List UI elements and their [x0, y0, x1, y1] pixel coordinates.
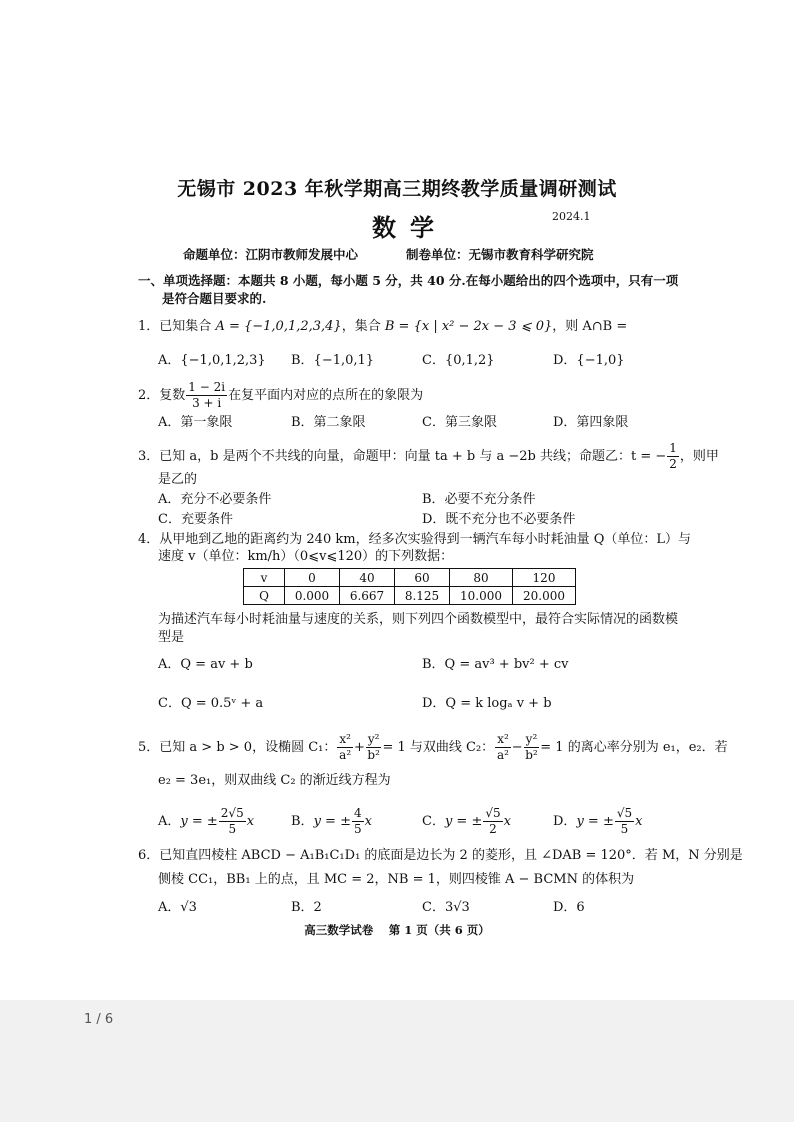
- q5-option-d: D．y = ± $\frac{√5}{5}$ x: [553, 806, 643, 836]
- q1-set-b: B = {x | x² − 2x − 3 ⩽ 0}: [384, 319, 553, 334]
- q4-option-a: A．Q = av + b: [158, 657, 253, 672]
- q3-option-a: A．充分不必要条件: [158, 492, 272, 507]
- question-3: [138, 441, 719, 472]
- table-cell: 0: [285, 569, 340, 587]
- q1-option-b: B．{−1,0,1}: [291, 353, 375, 368]
- q5-line2: e₂ = 3e₁，则双曲线 C₂ 的渐近线方程为: [158, 773, 391, 788]
- q3-tail: ，则甲: [679, 449, 719, 464]
- table-cell: 0.000: [285, 587, 340, 605]
- table-cell: Q: [244, 587, 285, 605]
- ellipse-term-y: $\frac{\text{y²}}{\text{b²}}$: [367, 732, 380, 762]
- question-number: 6．: [138, 848, 160, 863]
- q3-frac-den: 2: [669, 457, 677, 471]
- q6-line2: 侧棱 CC₁，BB₁ 上的点，且 MC = 2，NB = 1，则四棱锥 A − BCMN 的体积为: [158, 872, 635, 887]
- table-cell: 10.000: [450, 587, 513, 605]
- q4-option-c: C．Q = 0.5ᵛ + a: [158, 696, 264, 711]
- exam-title: 无锡市 2023 年秋学期高三期终教学质量调研测试: [177, 178, 617, 200]
- q1-option-c: C．{0,1,2}: [422, 353, 495, 368]
- question-1: [138, 317, 627, 337]
- q2-option-a: A．第一象限: [158, 415, 233, 430]
- table-row-q: [244, 587, 576, 605]
- table-row-v: [244, 569, 576, 587]
- question-number: 4．: [138, 532, 160, 547]
- q3-fraction: [667, 441, 679, 472]
- table-cell: 6.667: [340, 587, 395, 605]
- table-cell: 120: [513, 569, 576, 587]
- q2-prefix: 复数: [159, 388, 186, 403]
- exam-date: 2024.1: [552, 210, 591, 223]
- q4-option-d: D．Q = k logₐ v + b: [422, 696, 552, 711]
- q6-option-d: D．6: [553, 900, 585, 915]
- q1-option-a: A．{−1,0,1,2,3}: [158, 353, 266, 368]
- q2-fraction: [186, 380, 227, 411]
- proposition-unit: 命题单位：江阴市教师发展中心: [183, 247, 359, 262]
- question-number: 3．: [138, 449, 160, 464]
- q2-option-b: B．第二象限: [291, 415, 366, 430]
- q4-option-b: B．Q = av³ + bv² + cv: [422, 657, 569, 672]
- q2-option-c: C．第三象限: [422, 415, 497, 430]
- q5-option-a: A．y = ± $\frac{2√5}{5}$ x: [158, 806, 255, 836]
- section-heading-line2: 是符合题目要求的.: [162, 291, 267, 306]
- q2-frac-den: 3 + i: [192, 396, 222, 410]
- table-cell: 40: [340, 569, 395, 587]
- q3-option-c: C．充要条件: [158, 512, 233, 527]
- question-2: [138, 380, 423, 411]
- q4-line1-text: 从甲地到乙地的距离约为 240 km，经多次实验得到一辆汽车每小时耗油量 Q（单位：L）与: [159, 532, 691, 547]
- q3-text: 已知 a，b 是两个不共线的向量，命题甲：向量 ta + b 与 a −2b 共线；命题乙：t = −: [159, 449, 667, 464]
- subject-title: 数学: [372, 213, 448, 242]
- q4-line2: 速度 v（单位：km/h）（0⩽v⩽120）的下列数据：: [158, 549, 454, 564]
- q4-data-table: [243, 568, 576, 605]
- hyperbola-term-y: $\frac{\text{y²}}{\text{b²}}$: [525, 732, 538, 762]
- ellipse-term-x: $\frac{\text{x²}}{\text{a²}}$: [339, 732, 352, 762]
- table-cell: 60: [395, 569, 450, 587]
- question-5-line1: 5．已知 a > b > 0，设椭圆 C₁： $\frac{\text{x²}}{\text{a²}}$ + $\frac{\text{y²}}{\text{b²}}$ = 1 与双曲线 C₂： $\frac{\text{x²}}{\text{a²}}$ − $\frac{\text{y²}}{\text{b²}}$ = 1 的离心率分别为 e₁，e₂．若: [138, 732, 728, 762]
- q5-text-c: = 1 的离心率分别为 e₁，e₂．若: [540, 740, 728, 755]
- q2-suffix: 在复平面内对应的点所在的象限为: [228, 388, 424, 403]
- q1-text-b: ，集合: [341, 319, 381, 334]
- question-number: 1．: [138, 319, 160, 334]
- q4-line3: 为描述汽车每小时耗油量与速度的关系，则下列四个函数模型中，最符合实际情况的函数模: [158, 612, 679, 627]
- q6-option-c: C．3√3: [422, 900, 470, 915]
- q5-option-b: B．y = ± $\frac{4}{5}$ x: [291, 806, 372, 836]
- page-footer: 高三数学试卷 第 1 页（共 6 页）: [304, 923, 490, 937]
- q6-option-b: B．2: [291, 900, 322, 915]
- table-cell: 8.125: [395, 587, 450, 605]
- q5-text-b: = 1 与双曲线 C₂：: [382, 740, 495, 755]
- q1-text-c: ，则 A∩B =: [552, 319, 628, 334]
- production-unit: 制卷单位：无锡市教育科学研究院: [406, 247, 594, 262]
- q2-option-d: D．第四象限: [553, 415, 629, 430]
- q3-option-b: B．必要不充分条件: [422, 492, 536, 507]
- section-heading-line1: 一、单项选择题：本题共 8 小题，每小题 5 分，共 40 分.在每小题给出的四个选项中，只有一项: [138, 273, 679, 288]
- q1-set-a: A = {−1,0,1,2,3,4}: [215, 319, 342, 334]
- table-cell: 80: [450, 569, 513, 587]
- q6-line1-text: 已知直四棱柱 ABCD − A₁B₁C₁D₁ 的底面是边长为 2 的菱形，且 ∠DAB = 120°．若 M，N 分别是: [159, 848, 743, 863]
- q5-text-a: 已知 a > b > 0，设椭圆 C₁：: [159, 740, 337, 755]
- page-indicator: 1 / 6: [84, 1012, 114, 1027]
- q5-option-c: C．y = ± $\frac{√5}{2}$ x: [422, 806, 511, 836]
- q3-frac-num: 1: [669, 441, 677, 455]
- question-number: 2．: [138, 388, 160, 403]
- q4-line4: 型是: [158, 630, 185, 645]
- table-cell: 20.000: [513, 587, 576, 605]
- q3-option-d: D．既不充分也不必要条件: [422, 512, 576, 527]
- hyperbola-term-x: $\frac{\text{x²}}{\text{a²}}$: [496, 732, 509, 762]
- q3-line2: 是乙的: [158, 472, 198, 487]
- table-cell: v: [244, 569, 285, 587]
- q6-option-a: A．√3: [158, 900, 197, 915]
- question-6-line1: [138, 846, 743, 866]
- q1-text-a: 已知集合: [159, 319, 212, 334]
- question-number: 5．: [138, 740, 160, 755]
- q2-frac-num: 1 − 2i: [188, 380, 226, 394]
- q1-option-d: D．{−1,0}: [553, 353, 625, 368]
